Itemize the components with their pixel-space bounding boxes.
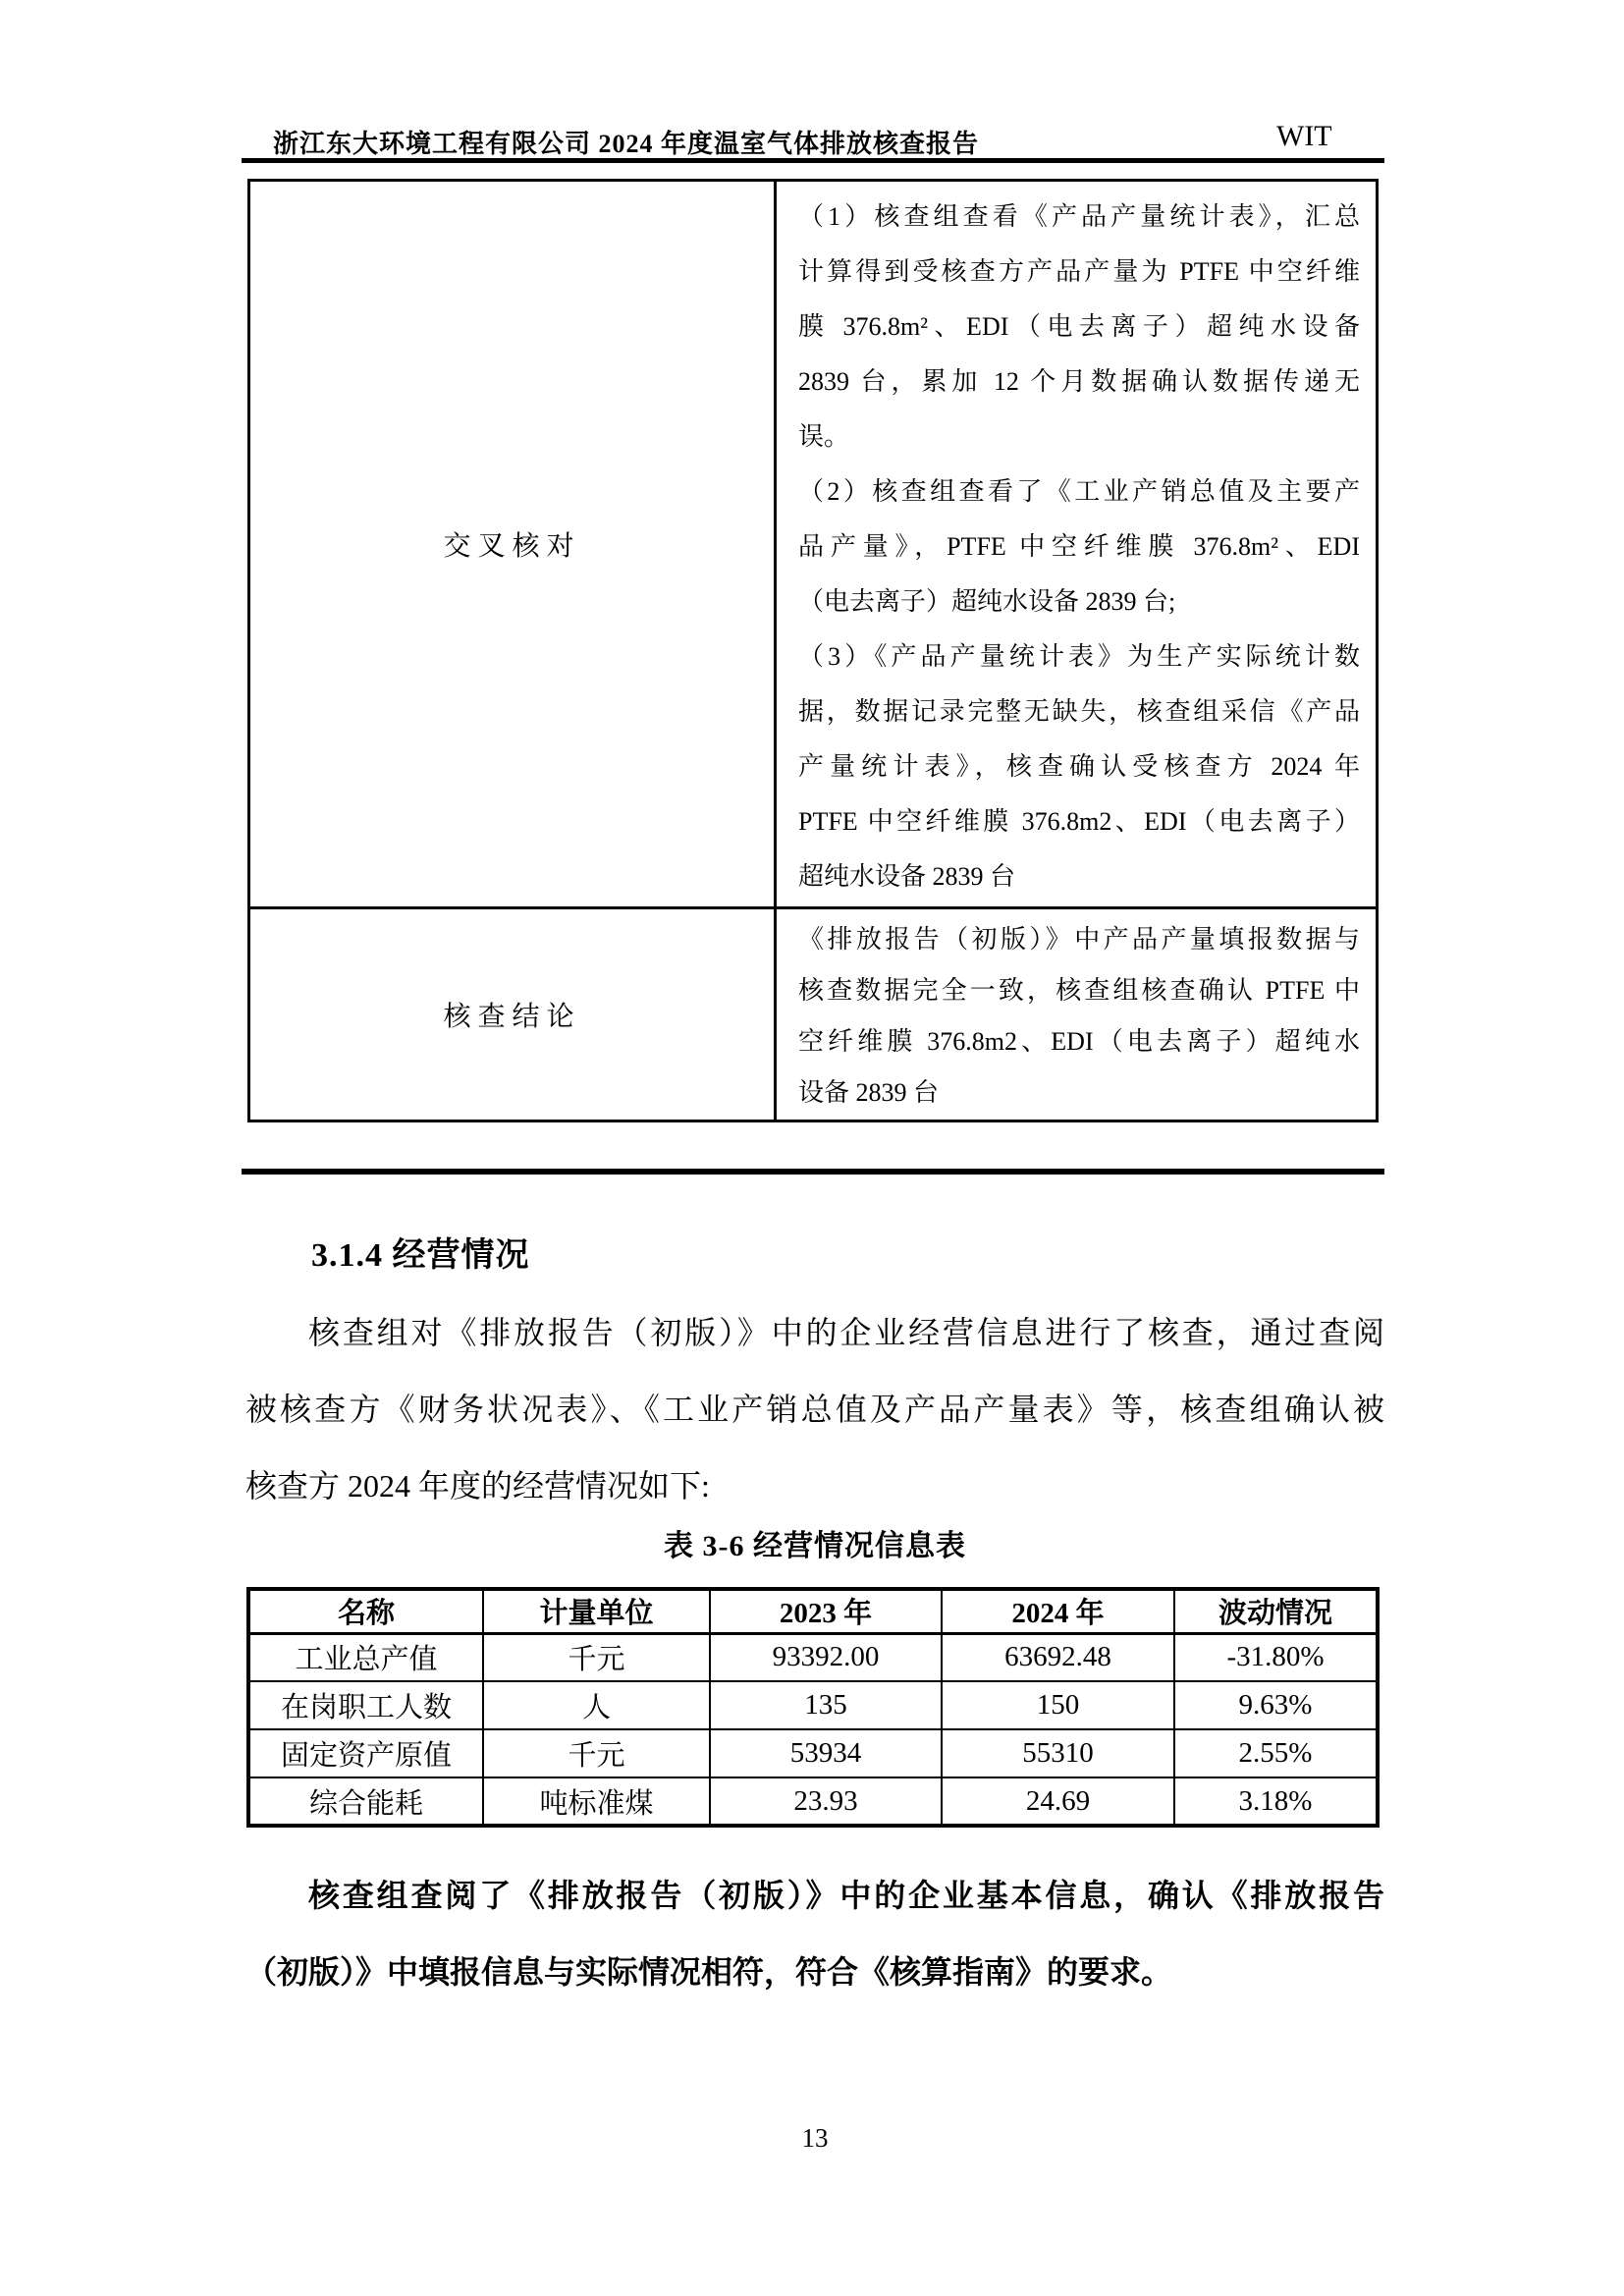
table-cell: 3.18% (1174, 1777, 1378, 1826)
paragraph-business-overview (245, 1294, 1384, 1524)
table-cell: -31.80% (1174, 1633, 1378, 1681)
text-line: 产量统计表》，核查确认受核查方 2024 年 (798, 752, 1360, 781)
table-cell: 93392.00 (710, 1633, 942, 1681)
text-line: 《排放报告（初版）》中产品产量填报数据与 (798, 925, 1360, 954)
business-table-header-row (248, 1589, 1378, 1633)
row-label-cross-check: 交叉核对 (250, 182, 777, 909)
table-cell: 人 (483, 1681, 710, 1729)
header-title: 浙江东大环境工程有限公司 2024 年度温室气体排放核查报告 (273, 130, 980, 158)
table-cell: 55310 (942, 1729, 1174, 1777)
conclusion-content (777, 909, 1376, 1120)
section-divider-rule (242, 1169, 1384, 1175)
table-cell: 135 (710, 1681, 942, 1729)
header-logo-text: WIT (1276, 120, 1332, 152)
table-row (248, 1633, 1378, 1681)
business-info-table (246, 1587, 1380, 1828)
text-line: （电去离子）超纯水设备 2839 台; (798, 587, 1176, 616)
text-line: 据，数据记录完整无缺失，核查组采信《产品 (798, 697, 1360, 726)
cross-check-content (777, 182, 1376, 909)
text-line: 误。 (798, 422, 850, 451)
text-line: 设备 2839 台 (798, 1078, 940, 1107)
table-cell: 2.55% (1174, 1729, 1378, 1777)
text-line: 膜 376.8m²、EDI（电去离子）超纯水设备 (798, 312, 1360, 341)
text-line: 超纯水设备 2839 台 (798, 862, 1016, 891)
text-line: （3）《产品产量统计表》为生产实际统计数 (798, 642, 1360, 671)
table-cell: 工业总产值 (248, 1633, 483, 1681)
table-cell: 千元 (483, 1633, 710, 1681)
column-header-fluctuation: 波动情况 (1174, 1589, 1378, 1633)
table-row (248, 1777, 1378, 1826)
column-header-2023: 2023 年 (710, 1589, 942, 1633)
header-rule (242, 158, 1384, 163)
column-header-unit: 计量单位 (483, 1589, 710, 1633)
page-number: 13 (801, 2123, 829, 2153)
text-line: 2839 台，累加 12 个月数据确认数据传递无 (798, 367, 1360, 396)
text-line: 被核查方《财务状况表》、《工业产销总值及产品产量表》等，核查组确认被 (245, 1392, 1384, 1427)
table-row (248, 1681, 1378, 1729)
text-line: 核查方 2024 年度的经营情况如下: (245, 1468, 710, 1503)
table-cell: 千元 (483, 1729, 710, 1777)
table-cell: 63692.48 (942, 1633, 1174, 1681)
text-line: 核查数据完全一致，核查组核查确认 PTFE 中 (798, 976, 1360, 1005)
table-cell: 150 (942, 1681, 1174, 1729)
table-cell: 24.69 (942, 1777, 1174, 1826)
text-line: 核查组对《排放报告（初版）》中的企业经营信息进行了核查，通过查阅 (308, 1315, 1384, 1350)
column-header-2024: 2024 年 (942, 1589, 1174, 1633)
table-cell: 53934 (710, 1729, 942, 1777)
text-line: 计算得到受核查方产品产量为 PTFE 中空纤维 (798, 257, 1360, 286)
text-line: （1）核查组查看《产品产量统计表》，汇总 (798, 202, 1360, 231)
table-cell: 23.93 (710, 1777, 942, 1826)
text-line: 核查组查阅了《排放报告（初版）》中的企业基本信息，确认《排放报告 (308, 1878, 1384, 1913)
table-caption: 表 3-6 经营情况信息表 (664, 1530, 966, 1562)
table-cell: 9.63% (1174, 1681, 1378, 1729)
text-line: 空纤维膜 376.8m2、EDI（电去离子）超纯水 (798, 1027, 1360, 1056)
row-label-conclusion: 核查结论 (250, 909, 777, 1120)
text-line: 品产量》，PTFE 中空纤维膜 376.8m²、EDI (798, 532, 1360, 561)
table-cell: 综合能耗 (248, 1777, 483, 1826)
paragraph-conclusion (245, 1857, 1384, 2010)
section-heading: 3.1.4 经营情况 (311, 1237, 530, 1274)
text-line: （初版）》中填报信息与实际情况相符，符合《核算指南》的要求。 (245, 1954, 1173, 1990)
table-cell: 吨标准煤 (483, 1777, 710, 1826)
text-line: PTFE 中空纤维膜 376.8m2、EDI（电去离子） (798, 807, 1360, 836)
table-cell: 在岗职工人数 (248, 1681, 483, 1729)
table-row (248, 1729, 1378, 1777)
text-line: （2）核查组查看了《工业产销总值及主要产 (798, 477, 1360, 506)
column-header-name: 名称 (248, 1589, 483, 1633)
table-cell: 固定资产原值 (248, 1729, 483, 1777)
cross-check-table (247, 179, 1379, 1122)
